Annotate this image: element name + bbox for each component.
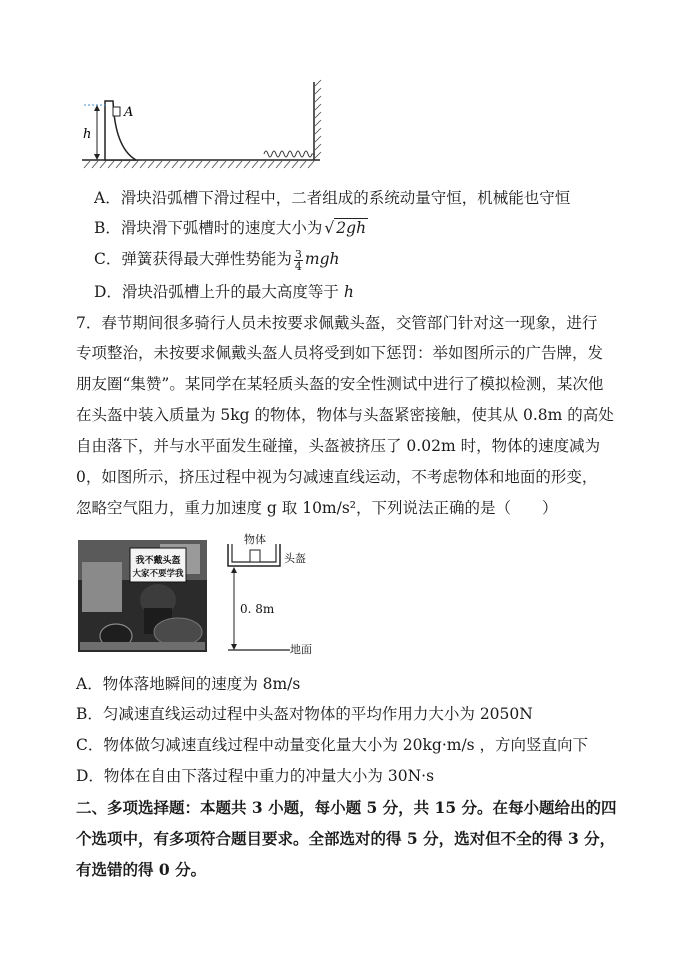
- q7-line-7: 忽略空气阻力，重力加速度 g 取 10m/s²，下列说法正确的是（ ）: [76, 499, 558, 517]
- q6-option-c-text: C．弹簧获得最大弹性势能为: [94, 250, 292, 268]
- sqrt-radicand: 2gh: [336, 219, 367, 237]
- q7-option-c: C．物体做匀减速直线过程中动量变化量大小为 20kg·m/s ，方向竖直向下: [76, 736, 589, 754]
- q7-option-a: A．物体落地瞬间的速度为 8m/s: [76, 675, 301, 693]
- q6-option-d-text: D．滑块沿弧槽上升的最大高度等于: [94, 283, 339, 301]
- section2-line-2: 个选项中，有多项符合题目要求。全部选对的得 5 分，选对但不全的得 3 分，: [76, 829, 616, 848]
- figure-helmet-test: [78, 532, 338, 660]
- helmet-label: 头盔: [284, 552, 306, 565]
- q6-option-c-expr: mgh: [304, 250, 340, 268]
- q6-option-b: [94, 217, 368, 239]
- q6-option-d-var: h: [343, 283, 354, 301]
- q6-option-b-text: B．滑块滑下弧槽时的速度大小为: [94, 219, 323, 237]
- q7-line-3: 朋友圈“集赞”。某同学在某轻质头盔的安全性测试中进行了模拟检测，某次他: [76, 375, 604, 393]
- slider-label: A: [124, 105, 134, 120]
- q7-line-6: 0，如图所示，挤压过程中视为匀减速直线运动，不考虑物体和地面的形变，: [76, 468, 598, 486]
- figure-arc-spring: [78, 78, 328, 170]
- q6-option-d: [94, 281, 354, 303]
- fraction: $\frac{3}{4}$: [294, 247, 302, 273]
- q6-option-a: A．滑块沿弧槽下滑过程中，二者组成的系统动量守恒，机械能也守恒: [94, 189, 571, 207]
- ground-label: 地面: [290, 643, 312, 656]
- q7-line-1: 7．春节期间很多骑行人员未按要求佩戴头盔，交管部门针对这一现象，进行: [76, 314, 598, 332]
- height-label: h: [83, 127, 92, 142]
- q7-line-5: 自由落下，并与水平面发生碰撞，头盔被挤压了 0.02m 时，物体的速度减为: [76, 437, 601, 455]
- q7-option-d: D．物体在自由下落过程中重力的冲量大小为 30N·s: [76, 767, 435, 785]
- height-value-label: 0. 8m: [240, 602, 275, 616]
- sqrt-expression: √ 2gh: [324, 219, 367, 237]
- sign-line-1: 我不戴头盔: [135, 556, 181, 566]
- sign-line-2: 大家不要学我: [132, 569, 184, 579]
- q7-option-b: B．匀减速直线运动过程中头盔对物体的平均作用力大小为 2050N: [76, 705, 533, 723]
- q7-line-2: 专项整治，未按要求佩戴头盔人员将受到如下惩罚：举如图所示的广告牌，发: [76, 344, 604, 362]
- object-label: 物体: [244, 533, 266, 546]
- q7-line-4: 在头盔中装入质量为 5kg 的物体，物体与头盔紧密接触，使其从 0.8m 的高处: [76, 406, 614, 424]
- section2-line-3: 有选错的得 0 分。: [76, 860, 207, 879]
- q6-option-c: [94, 248, 339, 272]
- section2-line-1: 二、多项选择题：本题共 3 小题，每小题 5 分，共 15 分。在每小题给出的四: [76, 798, 617, 817]
